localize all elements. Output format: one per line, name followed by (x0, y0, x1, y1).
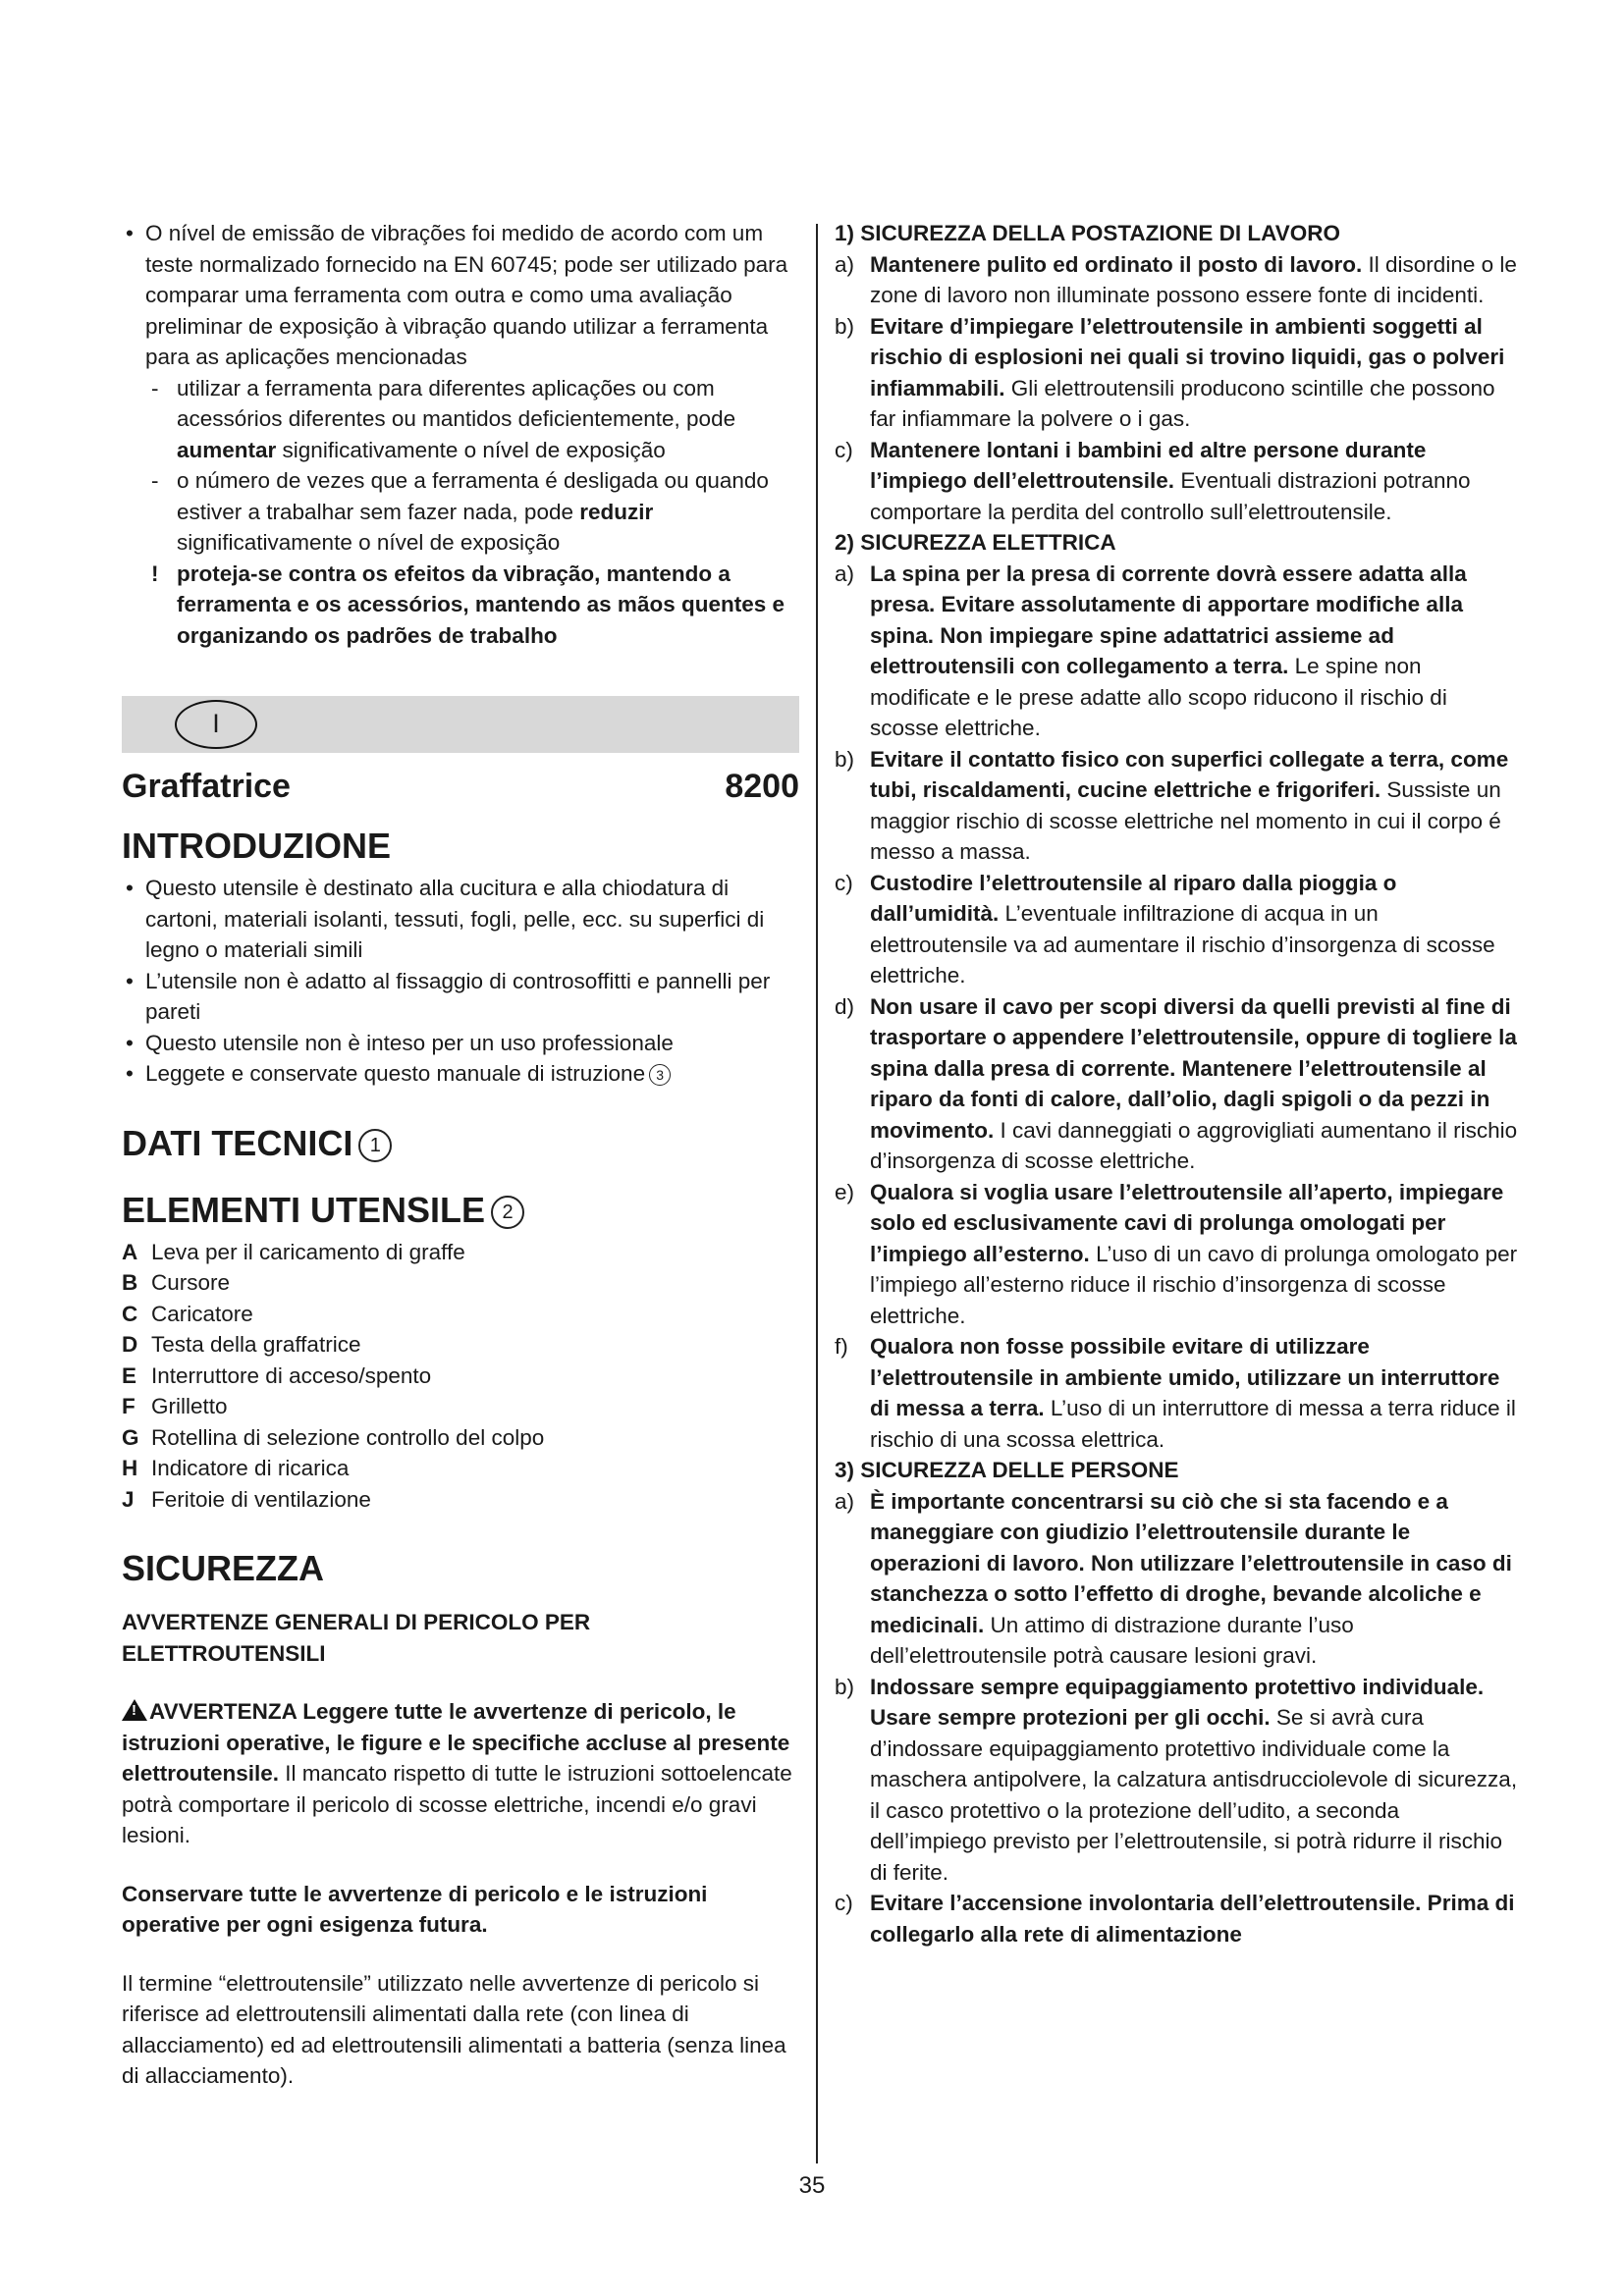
figure-ref-badge: 1 (358, 1129, 392, 1162)
table-row: J Feritoie di ventilazione (122, 1486, 371, 1512)
vibration-list (122, 218, 799, 373)
list-item: • Questo utensile è destinato alla cucitura e alla chiodatura di cartoni, materiali isolanti, tessuti, fogli, pelle, ecc. su superfici di legno o materiali simili (122, 873, 799, 966)
avvertenza-paragraph: !AVVERTENZA Leggere tutte le avvertenze di pericolo, le istruzioni operative, le figure e le specifiche accluse al presente elettroutensile. Il mancato rispetto di tutte le istruzioni sottoelencate potrà comportare il pericolo di scosse elettriche, incendi e/o gravi lesioni. (122, 1696, 799, 1851)
section-2-heading: 2) SICUREZZA ELETTRICA (835, 530, 1116, 555)
table-row: C Caricatore (122, 1301, 253, 1326)
rule-2b: b) Evitare il contatto fisico con superfici collegate a terra, come tubi, riscaldamenti, cucine elettriche e frigoriferi. Sussiste un maggior rischio di scosse elettriche nel momento in cui il corpo é messo a massa. (835, 746, 1509, 864)
product-line (122, 767, 799, 806)
table-row: F Grilletto (122, 1394, 228, 1418)
rule-2c: c) Custodire l’elettroutensile al riparo dalla pioggia o dall’umidità. L’eventuale infiltrazione di acqua in un elettroutensile va ad aumentare il rischio d’insorgenza di scosse elettriche. (835, 870, 1495, 988)
rule-2d: d) Non usare il cavo per scopi diversi da quelli previsti al fine di trasportare o appendere l’elettroutensile, oppure di togliere la spina dalla presa di corrente. Mantenere l’elettroutensile al riparo da fonti di calore, dall’olio, dagli spigoli o da pezzi in movimento. I cavi danneggiati o aggrovigliati aumentano il rischio d’insorgenza di scosse elettriche. (835, 993, 1518, 1173)
elementi-heading: ELEMENTI UTENSILE 2 (122, 1190, 799, 1231)
list-item: • Leggete e conservate questo manuale di istruzione 3 (122, 1058, 799, 1090)
left-column (122, 218, 799, 2092)
table-row: E Interruttore di acceso/spento (122, 1362, 432, 1388)
rule-2a: a) La spina per la presa di corrente dovrà essere adatta alla presa. Evitare assolutamente di apportare modifiche alla spina. Non impiegare spine adattatrici assieme ad elettroutensili con collegamento a terra. Le spine non modificate e le prese adatte allo scopo riducono il rischio di scosse elettriche. (835, 561, 1467, 740)
intro-list (122, 873, 799, 1090)
table-row: D Testa della graffatrice (122, 1332, 361, 1357)
figure-ref-badge: 3 (649, 1064, 671, 1086)
figure-ref-badge: 2 (491, 1196, 524, 1229)
page-number: 35 (798, 2172, 826, 2199)
rule-2e: e) Qualora si voglia usare l’elettroutensile all’aperto, impiegare solo ed esclusivamente cavi di prolunga omologati per l’impiego all’esterno. L’uso di un cavo di prolunga omologato per l’impiego all’esterno riduce il rischio d’insorgenza di scosse elettriche. (835, 1179, 1518, 1328)
section-1-heading: 1) SICUREZZA DELLA POSTAZIONE DI LAVORO (835, 221, 1341, 245)
product-number: 8200 (725, 768, 799, 805)
table-row: B Cursore (122, 1270, 231, 1295)
sicurezza-heading: SICUREZZA (122, 1548, 324, 1588)
rule-3c: c) Evitare l’accensione involontaria dell’elettroutensile. Prima di collegarlo alla rete di alimentazione (835, 1891, 1515, 1947)
rule-1c: c) Mantenere lontani i bambini ed altre persone durante l’impiego dell’elettroutensile. Eventuali distrazioni potranno comportare la perdita del controllo sull’elettroutensile. (835, 437, 1471, 524)
vibration-dash-1: - utilizar a ferramenta para diferentes aplicações ou com acessórios diferentes ou mantidos deficientemente, pode aumentar significativamente o nível de exposição (151, 375, 736, 462)
rule-3a: a) È importante concentrarsi su ciò che si sta facendo e a maneggiare con giudizio l’elettroutensile durante le operazioni di lavoro. Non utilizzare l’elettroutensile in caso di stanchezza o sotto l’effetto di droghe, bevande alcoliche e medicinali. Un attimo di distrazione durante l’uso dell’elettroutensile potrà causare lesioni gravi. (835, 1488, 1512, 1668)
table-row: H Indicatore di ricarica (122, 1456, 350, 1480)
rule-2f: f) Qualora non fosse possibile evitare di utilizzare l’elettroutensile in ambiente umido, utilizzare un interruttore di messa a terra. L’uso di un interruttore di messa a terra riduce il rischio di una scossa elettrica. (835, 1334, 1516, 1452)
rule-1b: b) Evitare d’impiegare l’elettroutensile in ambienti soggetti al rischio di esplosioni nei quali si trovino liquidi, gas o polveri infiammabili. Gli elettroutensili producono scintille che possono far infiammare la polvere o i gas. (835, 313, 1505, 431)
list-item: • L’utensile non è adatto al fissaggio di controsoffitti e pannelli per pareti (122, 966, 799, 1028)
list-item: • Questo utensile non è inteso per un uso professionale (122, 1028, 799, 1059)
parts-list (122, 1237, 544, 1516)
language-bar (122, 696, 799, 753)
column-divider (816, 224, 818, 2163)
vibration-dash-2: - o número de vezes que a ferramenta é desligada ou quando estiver a trabalhar sem fazer nada, pode reduzir significativamente o nível de exposição (151, 468, 769, 555)
right-column (835, 218, 1522, 1949)
rule-3b: b) Indossare sempre equipaggiamento protettivo individuale. Usare sempre protezioni per gli occhi. Se si avrà cura d’indossare equipaggiamento protettivo individuale come la maschera antipolvere, la calzatura antisdrucciolevole di sicurezza, il casco protettivo o la protezione dell’udito, a seconda dell’impiego previsto per l’elettroutensile, si potrà ridurre il rischio di ferite. (835, 1674, 1518, 1885)
section-3-heading: 3) SICUREZZA DELLE PERSONE (835, 1458, 1179, 1482)
product-name: Graffatrice (122, 768, 291, 805)
termine-paragraph: Il termine “elettroutensile” utilizzato nelle avvertenze di pericolo si riferisce ad elettroutensili alimentati dalla rete (con linea di allacciamento) ed ad elettroutensili alimentati a batteria (senza linea di allacciamento). (122, 1970, 786, 2088)
table-row: G Rotellina di selezione controllo del colpo (122, 1424, 545, 1450)
intro-heading: INTRODUZIONE (122, 826, 391, 866)
vibration-warning: ! proteja-se contra os efeitos da vibração, mantendo a ferramenta e os acessórios, mantendo as mãos quentes e organizando os padrões de trabalho (151, 561, 785, 648)
conservare-paragraph: Conservare tutte le avvertenze di pericolo e le istruzioni operative per ogni esigenza futura. (122, 1881, 708, 1937)
table-row: A Leva per il caricamento di graffe (122, 1239, 465, 1264)
dati-heading: DATI TECNICI 1 (122, 1123, 799, 1164)
avvertenze-heading: AVVERTENZE GENERALI DI PERICOLO PER ELETTROUTENSILI (122, 1610, 591, 1666)
language-badge: I (175, 700, 257, 749)
warning-triangle-icon (122, 1699, 147, 1721)
vibration-bullet: • O nível de emissão de vibrações foi medido de acordo com um teste normalizado fornecido na EN 60745; pode ser utilizado para comparar uma ferramenta com outra e como uma avaliação preliminar de exposição à vibração quando utilizar a ferramenta para as aplicações mencionadas (122, 218, 799, 373)
rule-1a: a) Mantenere pulito ed ordinato il posto di lavoro. Il disordine o le zone di lavoro non illuminate possono essere fonte di incidenti. (835, 251, 1517, 307)
